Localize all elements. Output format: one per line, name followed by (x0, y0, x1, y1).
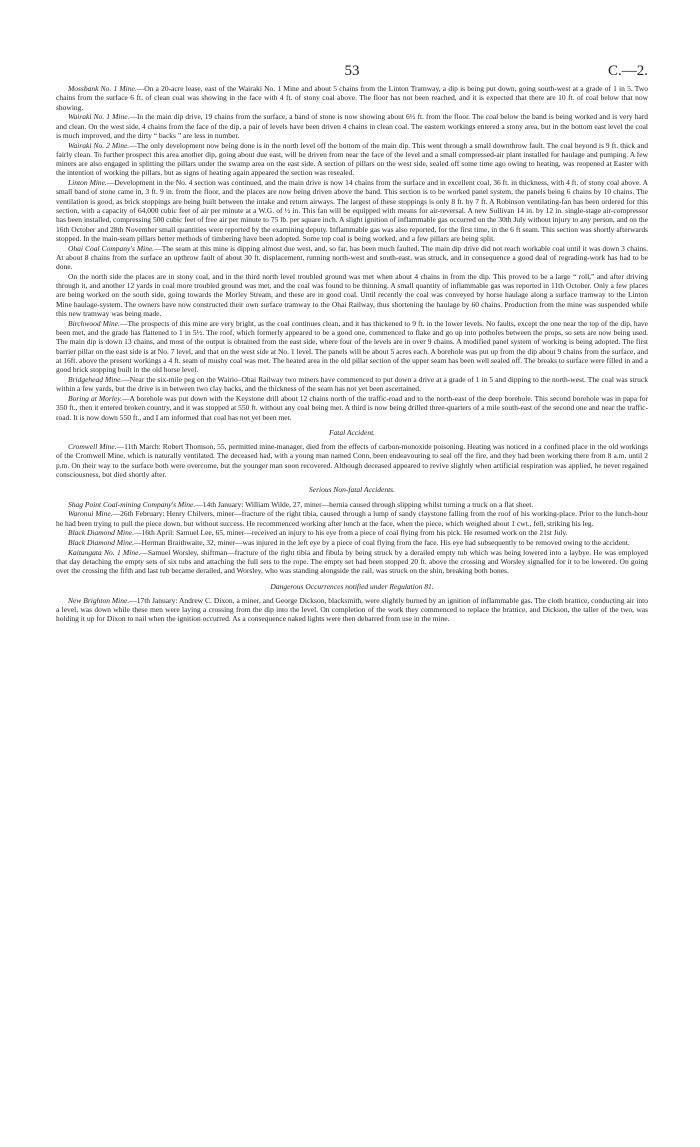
mine-reports (56, 84, 648, 422)
document-code: C.—2. (607, 63, 648, 79)
paragraph-waronui (56, 509, 648, 528)
paragraph-text: —16th April: Samuel Lee, 65, miner—received an injury to his eye from a piece of coal flying from his pick. He resumed work on the 21st July. (134, 528, 568, 538)
paragraph-title: Ohai Coal Company's Mine. (68, 243, 155, 253)
paragraph-black-diamond-2 (56, 538, 648, 547)
paragraph-text: —Near the six-mile peg on the Wairio–Ohai Railway two miners have commenced to put down a drive at a grade of 1 in 5 and dipping to the north-west. The coal was struck within a few yards, but the drive is in between two clay backs, and the thickness of the seam has not yet been ascertained. (56, 374, 648, 394)
paragraph-title: Black Diamond Mine. (68, 537, 135, 547)
paragraph-title: Shag Point Coal-mining Company's Mine. (68, 499, 196, 509)
paragraph-wairaki-2 (56, 141, 648, 178)
paragraph-ohai (56, 244, 648, 272)
paragraph-mossbank (56, 84, 648, 112)
page-header (56, 62, 648, 84)
paragraph-text: —14th January: William Wilde, 27, miner—hernia caused through slipping whilst turning a truck on a flat sheet. (195, 499, 534, 509)
paragraph-text: —On a 20-acre lease, east of the Wairaki No. 1 Mine and about 5 chains from the Linton Tramway, a dip is being put down, going south-west at a grade of 1 in 5. Two chains from the surface 6 ft. of clean coal was showing in the face with 4 ft. of stony coal above. The floor has not been reached, and it is expected that there are 10 ft. of coal below that now showing. (56, 84, 649, 112)
paragraph-birchwood (56, 319, 648, 375)
paragraph-title: Birchwood Mine. (68, 318, 120, 328)
paragraph-title: Linton Mine. (68, 178, 107, 188)
paragraph-bridgehead (56, 375, 648, 394)
paragraph-text: —17th January: Andrew C. Dixon, a miner, and George Dickson, blacksmith, were slightly burned by an ignition of inflammable gas. The cloth brattice, conducting air into a level, was down while these men were laying a crossing from the dip into the level. On completion of the work they commenced to replace the brattice, and Dickson, the taller of the two, was holding it up for Dixon to nail when the ignition occurred. As a consequence naked lights were then debarred from use in the mine. (56, 595, 648, 624)
paragraph-cromwell (56, 442, 648, 479)
paragraph-title: Mossbank No. 1 Mine. (68, 84, 137, 93)
paragraph-title: Wairaki No. 1 Mine. (68, 112, 130, 122)
paragraph-text: —Development in the No. 4 section was continued, and the main drive is now 14 chains from the surface and in excellent coal, 36 ft. in thickness, with 4 ft. of stony coal above. A small band of stone came in, 3 ft. 9 in. from the floor, and the places are now being driven above the band. This section is to be worked panel system, the panels being 6 chains by 10 chains. The ventilation is good, as brick stoppings are being built between the intake and return airways. The largest of these stoppings is only 8 ft. by 7 ft. A Robinson ventilating-fan has been ordered for this section, with a capacity of 64,000 cubic feet of air per minute at a W.G. of ½ in. This fan will be equipped with means for air-reversal. A new Sullivan 14 in. by 12 in. single-stage air-compressor has been installed, compressing 500 cubic feet of free air per minute to 75 lb. per square inch. A slight ignition of inflammable gas occurred on the 30th July without injury to any person, and on the 16th October and 28th November small quantities were reported by the examining deputy. Inflammable gas was also reported, for the first time, in the 6 ft seam. This section was shortly afterwards stopped. In the main-seam pillars better methods of timbering have been adopted. Some top coal is being worked, and a few pillars are being split. (56, 178, 648, 243)
section-heading-serious: Serious Non-fatal Accidents. (309, 485, 395, 495)
paragraph-new-brighton (56, 596, 648, 624)
paragraph-title: Black Diamond Mine. (68, 528, 135, 538)
paragraph-text: —11th March: Robert Thomson, 55, permitted mine-manager, died from the effects of carbon-monoxide poisoning. Heating was noticed in a confined place in the old workings of the Cromwell Mine, which is naturally ventilated. The deceased had, with a young man named Conn, been endeavouring to seal off the fire, and they had been working there from 8 a.m. until 2 p.m. On their way to the surface both were overcome, but the younger man soon recovered. Although deceased appeared to revive slightly when artificial respiration was applied, he never regained consciousness, but died shortly after. (56, 442, 649, 479)
paragraph-shag-point (56, 500, 648, 509)
paragraph-text: —26th February: Henry Chilvers, miner—fracture of the right tibia, caused through a lump of sandy claystone falling from the roof of his working-place. Prior to the lunch-hour he had been trying to pull the piece down, but without success. He recommenced working after lunch at the face, when the piece, which weighed about 1 cwt., fell, striking his leg. (56, 509, 648, 528)
paragraph-text: —In the main dip drive, 19 chains from the surface, a band of stone is now showing about 6½ ft. from the floor. The coal below the band is being worked and is very hard and clean. On the west side, 4 chains from the face of the dip, a pair of levels have been driven 4 chains in clean coal. The eastern workings entered a stony area, but in the bottom east level the coal is much improved, and the dirty “ backs ” are less in number. (56, 112, 649, 140)
paragraph-text: —The prospects of this mine are very bright, as the coal continues clean, and it has thickened to 9 ft. in the lower levels. No faults, except the one near the top of the dip, have been met, and the grade has flattened to 1 in 5½. The roof, which formerly appeared to be a good one, commenced to flake and go up into potholes between the props, so sets are now being used. The main dip is down 13 chains, and most of the output is obtained from the east side, where four of the levels are in over 9 chains. A modified panel system of working is being adopted. The first barrier pillar on the east side is at No. 7 level, and that on the west side at No. 1 level. The panels will be about 5 acres each. A borehole was put up from the dip about 9 chains from the surface, and at 16ft. above the present workings a 4 ft. seam of mushy coal was met. The heated area in the old pillar section of the upper seam has been well sealed off. The breaks to surface were filled in and a good brick stopping built in the old horse level. (56, 318, 648, 375)
paragraph-text: —Herman Braithwaite, 32, miner—was injured in the left eye by a piece of coal flying from the face. His eye had subsequently to be removed owing to the accident. (134, 537, 630, 547)
section-heading-fatal: Fatal Accident. (328, 427, 376, 437)
paragraph-title: Cromwell Mine. (68, 442, 117, 452)
page-number: 53 (344, 63, 360, 79)
section-heading-dangerous: Dangerous Occurrences notified under Regulation 81. (270, 581, 434, 591)
paragraph-black-diamond-1 (56, 528, 648, 537)
paragraph-title: New Brighton Mine. (68, 595, 130, 605)
paragraph-title: Waronui Mine. (68, 509, 113, 519)
paragraph-wairaki-1 (56, 112, 648, 140)
document-page (56, 62, 648, 624)
paragraph-text: —The seam at this mine is dipping almost due west, and, so far, has been much faulted. The main dip drive did not reach workable coal until it was down 3 chains. At about 8 chains from the surface an upthrow fault of about 30 ft. displacement, running north-west and south-east, was struck, and in consequence a good deal of regrading-work has had to be done. (56, 243, 648, 272)
paragraph-boring-morley (56, 394, 648, 422)
paragraph-title: Bridgehead Mine. (68, 374, 123, 384)
paragraph-text: —Samuel Worsley, shiftman—fracture of the right tibia and fibula by being struck by a derailed empty tub which was being lowered into a laybye. He was employed that day detaching the empty sets of six tubs and attaching the full sets to the rope. The empty set had been stopped 20 ft. above the crossing and Worsley signalled for it to be lowered. On going over the crossing the fifth and last tub became derailed, and Worsley, who was standing alongside the rail, was struck on the shin, breaking both bones. (56, 547, 648, 576)
paragraph-title: Wairaki No. 2 Mine. (68, 140, 130, 150)
paragraph-title: Boring at Morley. (68, 393, 123, 403)
paragraph-text: On the north side the places are in stony coal, and in the third north level troubled ground was met when about 4 chains in from the dip. This proved to be a large “ roll,” and after driving through it, and another 12 yards in coal more troubled ground was met, and the coal was found to be thinning. A small quantity of inflammable gas was reported in 11th October. Only a few places are being worked on the south side, going towards the Morley Stream, and these are in good coal. Until recently the coal was conveyed by horse haulage along a surface tramway to the Linton Mine haulage-system. The owners have now constructed their own surface tramway to the Ohai Railway, thus shortening the haulage by 60 chains. Production from the mine was suspended while this new tramway was being made. (56, 271, 648, 319)
paragraph-text: —A borehole was put down with the Keystone drill about 12 chains north of the traffic-road and to the north-east of the deep borehole. This second borehole was in papa for 350 ft., then it entered broken country, and it was stopped at 550 ft. without any coal being met. A third is now being drilled three-quarters of a mile south-east of the second one and near the traffic-road. It is now down 550 ft., and I am informed that coal has not yet been met. (56, 393, 648, 422)
paragraph-kaitangata (56, 548, 648, 576)
paragraph-linton (56, 178, 648, 243)
paragraph-ohai-north (56, 272, 648, 318)
paragraph-text: —The only development now being done is in the north level off the bottom of the main dip. This went through a small downthrow fault. The coal beyond is 9 ft. thick and fairly clean. To further prospect this area another dip, going about due east, will be driven from near the face of the level and a small compressed-air plant installed for haulage and pumping. A few miners are also engaged in splitting the pillars under the swamp area on the east side. A section of pillars on the west side, sealed off some time ago owing to heating, was reopened at Easter with the intention of working the pillars, but as signs of heating again appeared the section was resealed. (56, 140, 648, 178)
paragraph-title: Kaitangata No. 1 Mine. (68, 547, 141, 557)
